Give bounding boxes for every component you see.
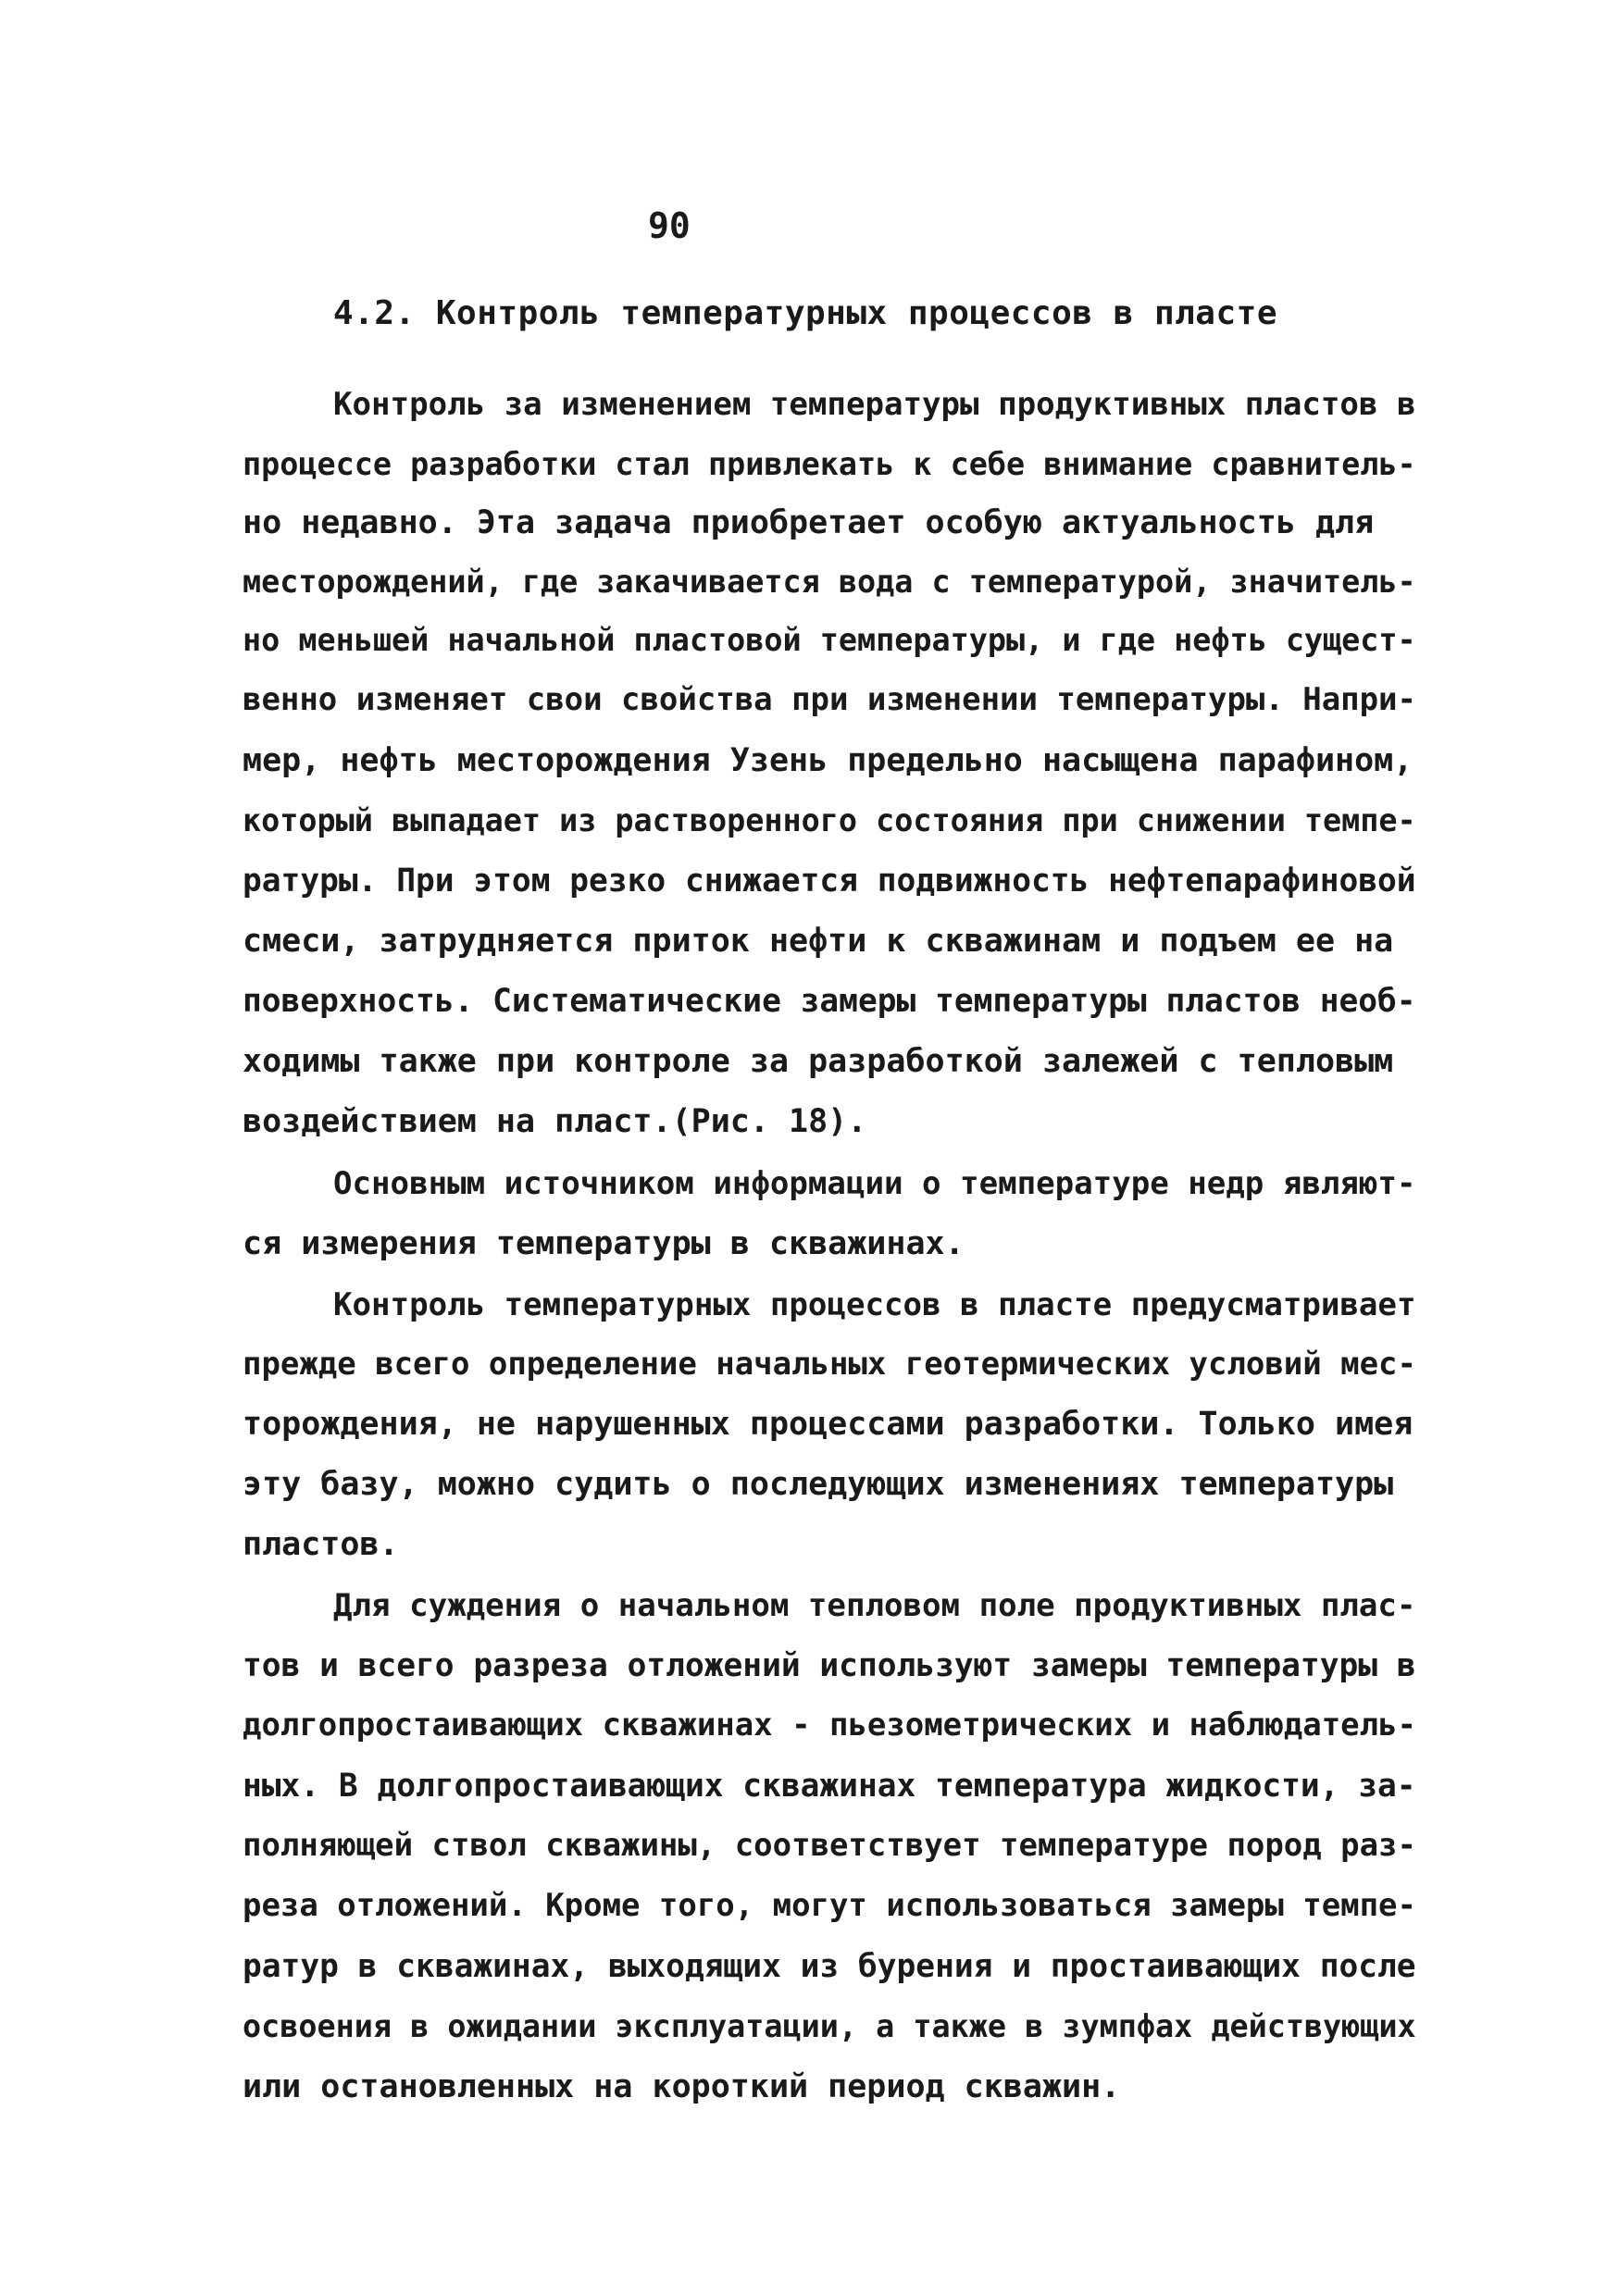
page-number: 90 xyxy=(648,205,691,246)
text-line: Контроль за изменением температуры продуктивных пластов в xyxy=(333,386,1416,423)
text-line: или остановленных на короткий период скважин. xyxy=(243,2068,1121,2105)
text-line: ратуры. При этом резко снижается подвижность нефтепарафиновой xyxy=(243,863,1416,900)
text-line: торождения, не нарушенных процессами разработки. Только имея xyxy=(243,1406,1414,1443)
text-line: смеси, затрудняется приток нефти к скважинам и подъем ее на xyxy=(243,923,1394,960)
text-line: прежде всего определение начальных геотермических условий мес- xyxy=(243,1346,1416,1383)
text-line: полняющей ствол скважины, соответствует температуре пород раз- xyxy=(243,1827,1416,1864)
text-line: долгопростаивающих скважинах - пьезометрических и наблюдатель- xyxy=(243,1706,1416,1744)
text-line: тов и всего разреза отложений используют замеры температуры в xyxy=(243,1647,1416,1684)
text-line: Основным источником информации о температуре недр являют- xyxy=(333,1165,1416,1202)
text-line: мер, нефть месторождения Узень предельно насыщена парафином, xyxy=(243,742,1414,779)
text-line: воздействием на пласт.(Рис. 18). xyxy=(243,1103,867,1140)
section-heading: 4.2. Контроль температурных процессов в пласте xyxy=(333,294,1277,332)
text-line: эту базу, можно судить о последующих изменениях температуры xyxy=(243,1466,1394,1503)
text-line: ных. В долгопростаивающих скважинах температура жидкости, за- xyxy=(243,1768,1416,1805)
text-line: который выпадает из растворенного состояния при снижении темпе- xyxy=(243,802,1416,838)
text-line: ратур в скважинах, выходящих из бурения и простаивающих после xyxy=(243,1948,1416,1985)
text-line: освоения в ожидании эксплуатации, а также в зумпфах действующих xyxy=(243,2008,1416,2044)
text-line: Для суждения о начальном тепловом поле продуктивных плас- xyxy=(333,1587,1416,1624)
text-line: ходимы также при контроле за разработкой залежей с тепловым xyxy=(243,1043,1394,1080)
text-line: но недавно. Эта задача приобретает особую актуальность для xyxy=(243,504,1375,541)
text-line: реза отложений. Кроме того, могут использоваться замеры темпе- xyxy=(243,1887,1416,1924)
text-line: месторождений, где закачивается вода с температурой, значитель- xyxy=(243,564,1416,600)
text-line: процессе разработки стал привлекать к себе внимание сравнитель- xyxy=(243,446,1416,482)
text-line: венно изменяет свои свойства при изменении температуры. Напри- xyxy=(243,681,1416,718)
text-line: пластов. xyxy=(243,1526,399,1563)
text-line: ся измерения температуры в скважинах. xyxy=(243,1225,965,1262)
text-line: Контроль температурных процессов в пласте предусматривает xyxy=(333,1286,1416,1323)
text-line: но меньшей начальной пластовой температуры, и где нефть сущест- xyxy=(243,622,1416,658)
text-line: поверхность. Систематические замеры температуры пластов необ- xyxy=(243,983,1416,1020)
